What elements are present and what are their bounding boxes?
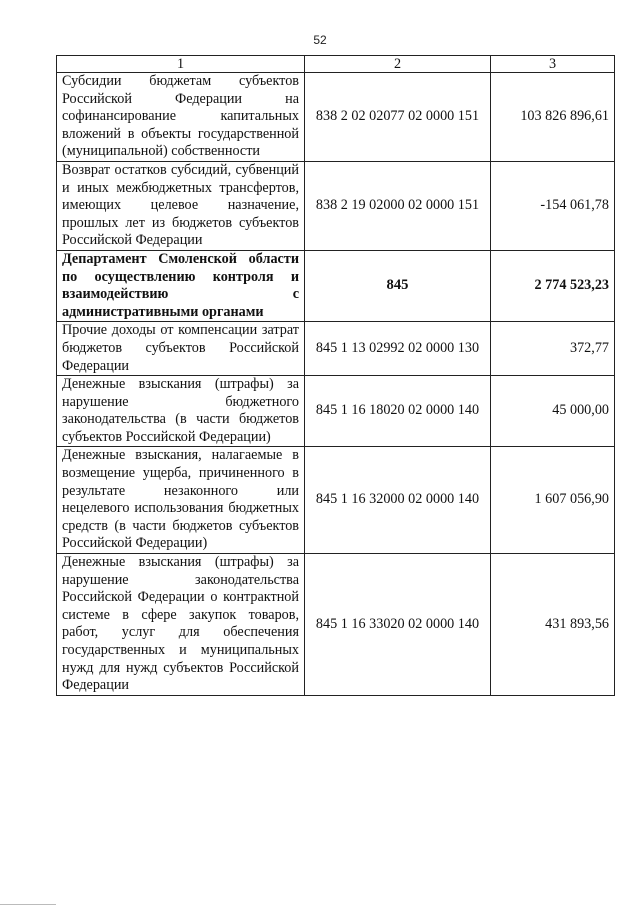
amount-cell: -154 061,78 xyxy=(491,161,615,250)
revenue-name-cell: Денежные взыскания, налагаемые в возмещение ущерба, причиненного в результате незаконного или нецелевого использования бюджетных средств (в части бюджетов субъектов Российской Федерации) xyxy=(57,447,305,554)
budget-revenue-table xyxy=(56,55,615,696)
table-row xyxy=(57,554,615,696)
table-row xyxy=(57,447,615,554)
budget-code-cell: 838 2 19 02000 02 0000 151 xyxy=(305,161,491,250)
table-row xyxy=(57,322,615,376)
revenue-name-cell: Денежные взыскания (штрафы) за нарушение бюджетного законодательства (в части бюджетов субъектов Российской Федерации) xyxy=(57,376,305,447)
budget-code-cell: 845 1 13 02992 02 0000 130 xyxy=(305,322,491,376)
amount-cell: 1 607 056,90 xyxy=(491,447,615,554)
department-name-cell: Департамент Смоленской области по осуществлению контроля и взаимодействию с административными органами xyxy=(57,250,305,321)
budget-code-cell: 845 1 16 33020 02 0000 140 xyxy=(305,554,491,696)
revenue-name-cell: Субсидии бюджетам субъектов Российской Федерации на софинансирование капитальных вложений в объекты государственной (муниципальной) собственности xyxy=(57,73,305,162)
revenue-name-cell: Денежные взыскания (штрафы) за нарушение законодательства Российской Федерации о контрактной системе в сфере закупок товаров, работ, услуг для обеспечения государственных и муниципальных нужд для нужд субъектов Российской Федерации xyxy=(57,554,305,696)
department-code-cell: 845 xyxy=(305,250,491,321)
budget-code-cell: 845 1 16 18020 02 0000 140 xyxy=(305,376,491,447)
table-row xyxy=(57,161,615,250)
revenue-name-cell: Прочие доходы от компенсации затрат бюджетов субъектов Российской Федерации xyxy=(57,322,305,376)
table-row xyxy=(57,73,615,162)
budget-code-cell: 845 1 16 32000 02 0000 140 xyxy=(305,447,491,554)
table-row xyxy=(57,376,615,447)
column-header-1: 1 xyxy=(57,56,305,73)
page-number: 52 xyxy=(313,33,327,47)
column-header-3: 3 xyxy=(491,56,615,73)
amount-cell: 103 826 896,61 xyxy=(491,73,615,162)
table-header-row xyxy=(57,56,615,73)
budget-code-cell: 838 2 02 02077 02 0000 151 xyxy=(305,73,491,162)
column-header-2: 2 xyxy=(305,56,491,73)
amount-cell: 431 893,56 xyxy=(491,554,615,696)
amount-cell: 45 000,00 xyxy=(491,376,615,447)
amount-cell: 372,77 xyxy=(491,322,615,376)
department-row xyxy=(57,250,615,321)
department-total-cell: 2 774 523,23 xyxy=(491,250,615,321)
revenue-name-cell: Возврат остатков субсидий, субвенций и иных межбюджетных трансфертов, имеющих целевое назначение, прошлых лет из бюджетов субъектов Российской Федерации xyxy=(57,161,305,250)
